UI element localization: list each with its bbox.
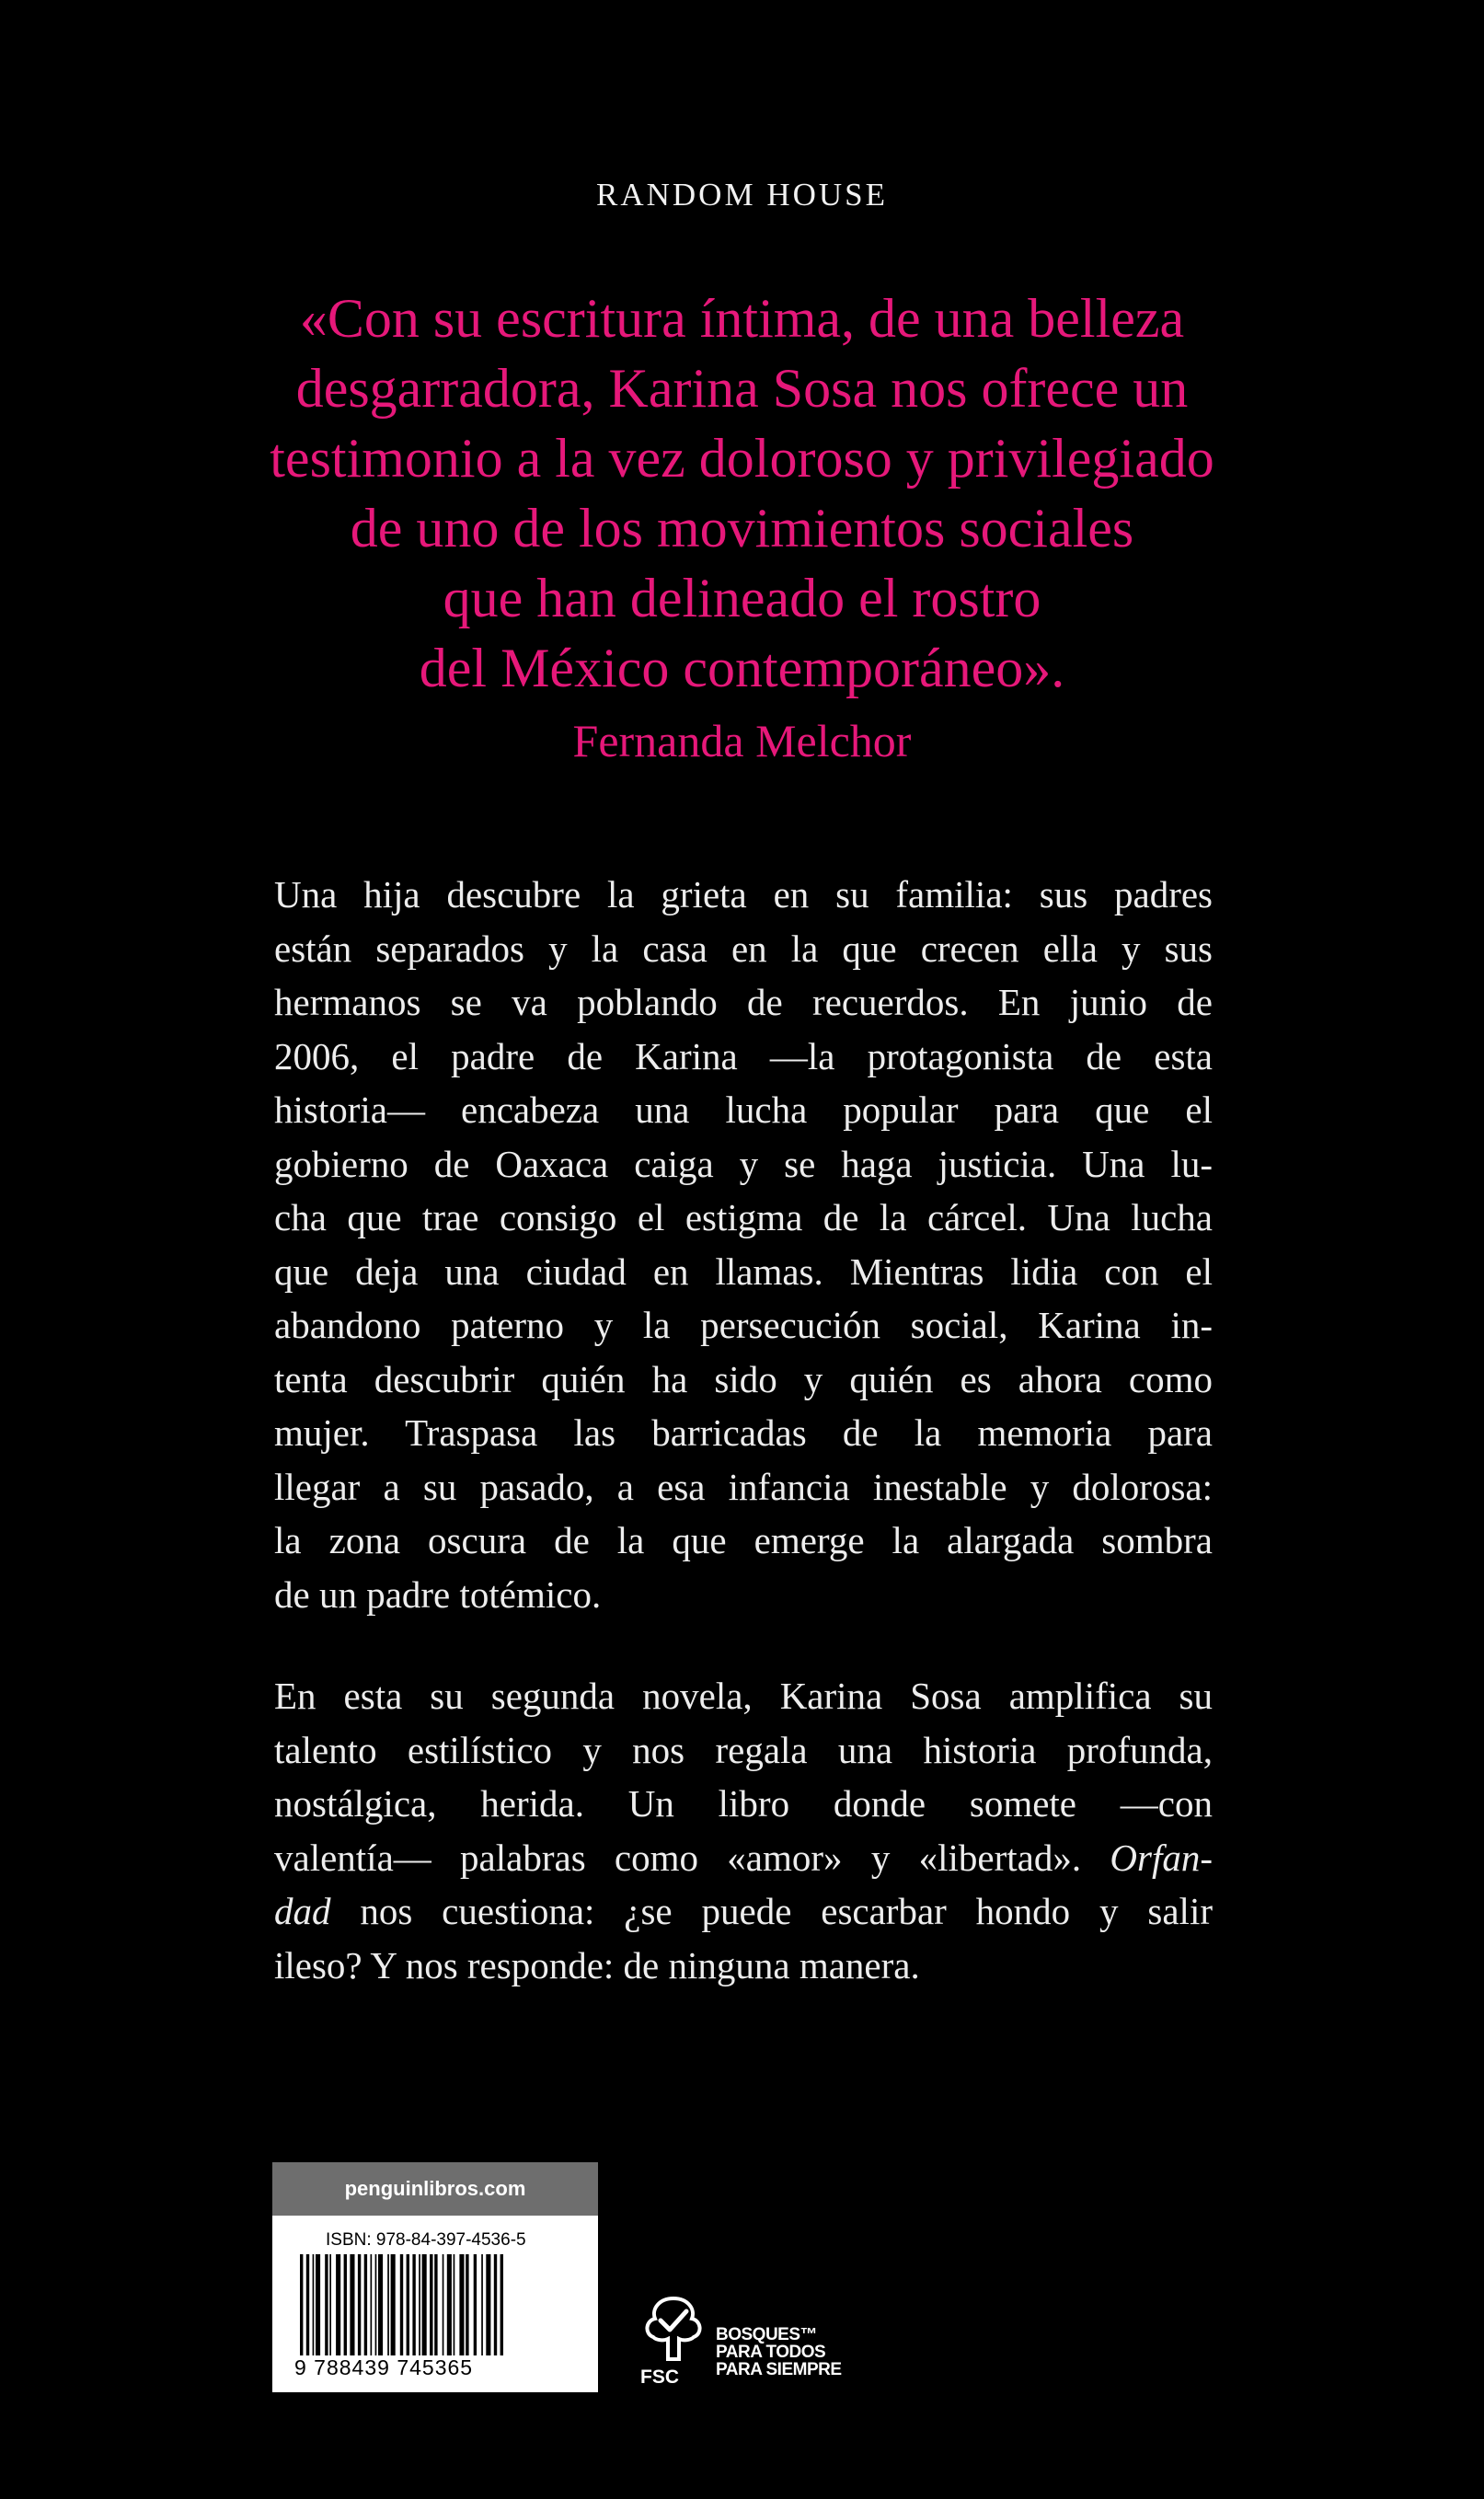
- barcode-bar: [316, 2254, 320, 2355]
- barcode-bar: [407, 2254, 409, 2355]
- barcode-bar: [313, 2254, 315, 2355]
- quote-line: de uno de los movimientos sociales: [350, 498, 1134, 559]
- barcode-bar: [466, 2254, 468, 2355]
- quote-line: «Con su escritura íntima, de una belleza: [299, 288, 1185, 349]
- barcode-bar: [336, 2254, 340, 2355]
- publisher-name: RANDOM HOUSE: [596, 177, 888, 213]
- barcode-bar: [344, 2254, 347, 2355]
- barcode-bar: [447, 2254, 452, 2355]
- quote-line: del México contemporáneo».: [419, 638, 1065, 698]
- synopsis-line: tenta descubrir quién ha sido y quién es ahora como: [274, 1357, 1213, 1400]
- barcode-bar: [378, 2254, 383, 2355]
- synopsis-line: talento estilístico y nos regala una historia profunda,: [274, 1728, 1213, 1771]
- synopsis-line: ileso? Y nos responde: de ninguna manera.: [274, 1943, 920, 1987]
- barcode-bar: [400, 2254, 403, 2355]
- synopsis-line: de un padre totémico.: [274, 1572, 602, 1616]
- barcode-bars: [296, 2254, 581, 2365]
- synopsis-line: [274, 1884, 1213, 1939]
- synopsis-text: nos cuestiona: ¿se puede escarbar hondo y salir: [330, 1890, 1213, 1932]
- synopsis-paragraph-1: [274, 868, 1213, 1621]
- barcode-bar: [306, 2254, 309, 2355]
- barcode-bar: [391, 2254, 396, 2355]
- barcode-bar: [459, 2254, 464, 2355]
- synopsis-line: gobierno de Oaxaca caiga y se haga justicia. Una lu-: [274, 1142, 1213, 1185]
- barcode-bar: [434, 2254, 437, 2355]
- book-title-italic: dad: [274, 1890, 331, 1932]
- barcode-bar: [329, 2254, 331, 2355]
- isbn-label: ISBN: 978-84-397-4536-5: [326, 2230, 526, 2250]
- barcode-bar: [454, 2254, 455, 2355]
- barcode-bar: [387, 2254, 389, 2355]
- barcode-bar: [443, 2254, 444, 2355]
- synopsis-line: mujer. Traspasa las barricadas de la memoria para: [274, 1411, 1213, 1454]
- synopsis-line: 2006, el padre de Karina —la protagonista de esta: [274, 1034, 1213, 1077]
- quote-line: desgarradora, Karina Sosa nos ofrece un: [295, 358, 1189, 419]
- synopsis-line: abandono paterno y la persecución social, Karina in-: [274, 1304, 1213, 1346]
- synopsis-line: la zona oscura de la que emerge la alargada sombra: [274, 1519, 1213, 1561]
- synopsis-line: que deja una ciudad en llamas. Mientras lidia con el: [274, 1250, 1213, 1293]
- barcode-bar: [430, 2254, 432, 2355]
- barcode-bar: [300, 2254, 303, 2355]
- book-title-italic: Orfan-: [1110, 1836, 1213, 1879]
- barcode-bar: [422, 2254, 427, 2355]
- barcode-bar: [412, 2254, 415, 2355]
- barcode-panel: [272, 2162, 598, 2392]
- publisher-website: penguinlibros.com: [272, 2162, 598, 2216]
- quote-line: que han delineado el rostro: [443, 568, 1041, 628]
- fsc-slogan-line: PARA TODOS: [716, 2343, 826, 2362]
- barcode-bar: [486, 2254, 490, 2355]
- synopsis-line: cha que trae consigo el estigma de la cárcel. Una lucha: [274, 1196, 1213, 1238]
- barcode-bar: [500, 2254, 503, 2355]
- barcode-bar: [350, 2254, 354, 2355]
- fsc-slogan-line: BOSQUES™: [716, 2325, 818, 2344]
- barcode-bar: [494, 2254, 497, 2355]
- barcode-bar: [364, 2254, 367, 2355]
- fsc-slogan-line: PARA SIEMPRE: [716, 2360, 842, 2379]
- tree-check-icon: [638, 2293, 708, 2365]
- synopsis-line: En esta su segunda novela, Karina Sosa amplifica su: [274, 1675, 1213, 1717]
- synopsis-line: nostálgica, herida. Un libro donde somete —con: [274, 1782, 1213, 1825]
- synopsis-line: Una hija descubre la grieta en su familia: sus padres: [274, 873, 1213, 916]
- barcode-digits: 9 788439 745365: [294, 2355, 474, 2379]
- quote-line: testimonio a la vez doloroso y privilegiado: [270, 428, 1214, 489]
- synopsis-line: hermanos se va poblando de recuerdos. En junio de: [274, 981, 1213, 1023]
- barcode-bar: [481, 2254, 483, 2355]
- barcode-bar: [358, 2254, 361, 2355]
- quote-author: Fernanda Melchor: [572, 715, 912, 766]
- synopsis-paragraph-2: [274, 1669, 1213, 1992]
- synopsis-line: [274, 1831, 1213, 1885]
- synopsis-line: historia— encabeza una lucha popular para que el: [274, 1088, 1213, 1131]
- barcode-bar: [419, 2254, 420, 2355]
- synopsis-line: están separados y la casa en la que crecen ella y sus: [274, 927, 1213, 970]
- blurb-quote: [184, 283, 1300, 703]
- barcode-bar: [474, 2254, 477, 2355]
- fsc-logo: [638, 2293, 878, 2394]
- synopsis-text: valentía— palabras como «amor» y «libertad».: [274, 1836, 1110, 1879]
- fsc-slogan: [716, 2326, 842, 2378]
- barcode-bar: [325, 2254, 328, 2355]
- barcode-bar: [371, 2254, 373, 2355]
- barcode-bar: [375, 2254, 377, 2355]
- synopsis-line: llegar a su pasado, a esa infancia inestable y dolorosa:: [274, 1465, 1213, 1508]
- fsc-label: FSC: [640, 2367, 679, 2388]
